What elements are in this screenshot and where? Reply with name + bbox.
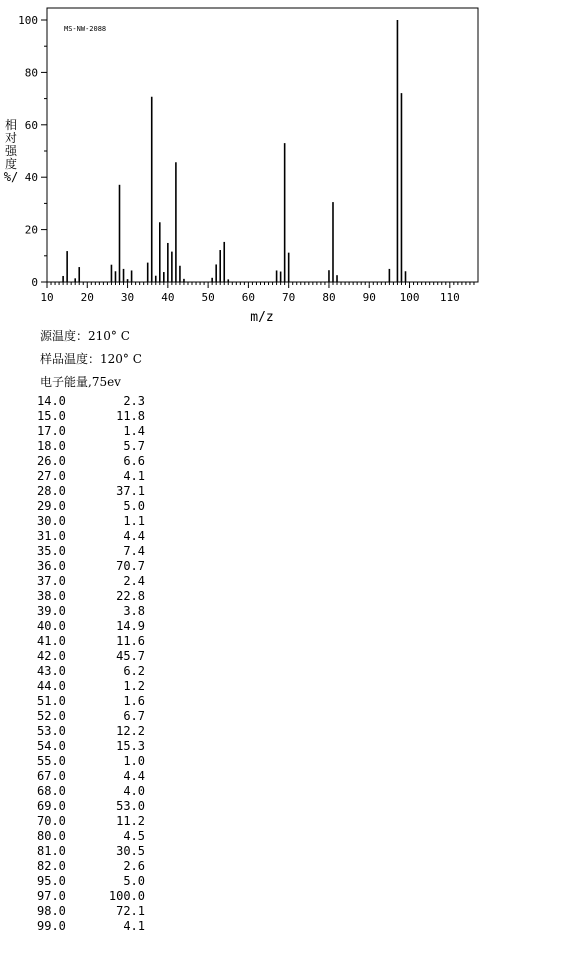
y-axis-label-char: 度 — [4, 157, 18, 171]
intensity-cell: 5.0 — [123, 499, 145, 513]
mz-cell: 99.0 — [37, 919, 66, 933]
mz-cell: 43.0 — [37, 664, 66, 678]
intensity-cell: 4.5 — [123, 829, 145, 843]
mz-cell: 39.0 — [37, 604, 66, 618]
intensity-cell: 72.1 — [116, 904, 145, 918]
x-tick-label: 60 — [241, 291, 256, 304]
mz-cell: 38.0 — [37, 589, 66, 603]
x-tick-label: 100 — [399, 291, 420, 304]
intensity-cell: 3.8 — [123, 604, 145, 618]
table-row — [37, 604, 145, 619]
table-row — [37, 904, 145, 919]
intensity-cell: 4.1 — [123, 469, 145, 483]
y-axis-label-char: 强 — [4, 144, 18, 158]
table-row — [37, 754, 145, 769]
intensity-cell: 30.5 — [116, 844, 145, 858]
y-axis-label-char: 对 — [4, 131, 18, 145]
table-row — [37, 499, 145, 514]
peak-bars — [63, 20, 405, 282]
table-row — [37, 649, 145, 664]
plot-frame — [47, 8, 478, 282]
intensity-cell: 4.4 — [123, 769, 145, 783]
mz-cell: 28.0 — [37, 484, 66, 498]
y-tick-label: 80 — [24, 66, 38, 80]
mz-cell: 41.0 — [37, 634, 66, 648]
table-row — [37, 724, 145, 739]
intensity-cell: 4.1 — [123, 919, 145, 933]
table-row — [37, 634, 145, 649]
intensity-cell: 15.3 — [116, 739, 145, 753]
mz-cell: 15.0 — [37, 409, 66, 423]
mz-cell: 80.0 — [37, 829, 66, 843]
table-row — [37, 694, 145, 709]
x-tick-label: 70 — [282, 291, 296, 304]
table-row — [37, 679, 145, 694]
table-row — [37, 424, 145, 439]
table-row — [37, 769, 145, 784]
table-row — [37, 919, 145, 934]
mz-cell: 53.0 — [37, 724, 66, 738]
mz-cell: 98.0 — [37, 904, 66, 918]
intensity-cell: 37.1 — [116, 484, 145, 498]
mz-cell: 42.0 — [37, 649, 66, 663]
intensity-cell: 6.6 — [123, 454, 145, 468]
y-axis-label-char: %/ — [3, 170, 19, 184]
table-row — [37, 874, 145, 889]
table-row — [37, 814, 145, 829]
intensity-cell: 7.4 — [123, 544, 145, 558]
chart-title: MS-NW-2088 — [64, 25, 107, 33]
x-axis-label: m/z — [250, 310, 274, 325]
table-row — [37, 574, 145, 589]
table-row — [37, 889, 145, 904]
y-tick-label: 40 — [24, 171, 38, 185]
table-row — [37, 829, 145, 844]
x-tick-label: 110 — [439, 291, 460, 304]
y-tick-label: 60 — [24, 118, 38, 132]
intensity-cell: 100.0 — [108, 889, 145, 903]
table-row — [37, 784, 145, 799]
mz-cell: 52.0 — [37, 709, 66, 723]
intensity-cell: 5.7 — [123, 439, 145, 453]
mz-cell: 27.0 — [37, 469, 66, 483]
intensity-cell: 2.4 — [123, 574, 145, 588]
table-row — [37, 709, 145, 724]
intensity-cell: 5.0 — [123, 874, 145, 888]
x-tick-label: 40 — [161, 291, 175, 304]
mass-spectrum-chart — [0, 0, 570, 330]
table-row — [37, 484, 145, 499]
table-row — [37, 514, 145, 529]
table-row — [37, 799, 145, 814]
intensity-cell: 11.8 — [116, 409, 145, 423]
table-row — [37, 844, 145, 859]
intensity-cell: 6.7 — [123, 709, 145, 723]
table-row — [37, 559, 145, 574]
intensity-cell: 12.2 — [116, 724, 145, 738]
mz-cell: 31.0 — [37, 529, 66, 543]
mz-cell: 55.0 — [37, 754, 66, 768]
table-row — [37, 409, 145, 424]
intensity-cell: 1.0 — [123, 754, 145, 768]
sample-temperature: 样品温度：120° C — [40, 352, 142, 366]
mz-cell: 30.0 — [37, 514, 66, 528]
intensity-cell: 53.0 — [116, 799, 145, 813]
mz-cell: 26.0 — [37, 454, 66, 468]
source-temperature: 源温度：210° C — [40, 329, 130, 343]
intensity-cell: 2.3 — [123, 394, 145, 408]
table-row — [37, 664, 145, 679]
intensity-cell: 1.6 — [123, 694, 145, 708]
mz-cell: 95.0 — [37, 874, 66, 888]
mz-cell: 97.0 — [37, 889, 66, 903]
mz-cell: 70.0 — [37, 814, 66, 828]
x-tick-label: 20 — [80, 291, 94, 304]
intensity-cell: 6.2 — [123, 664, 145, 678]
intensity-cell: 45.7 — [116, 649, 145, 663]
mz-cell: 29.0 — [37, 499, 66, 513]
table-row — [37, 544, 145, 559]
mz-cell: 68.0 — [37, 784, 66, 798]
intensity-cell: 1.2 — [123, 679, 145, 693]
table-row — [37, 739, 145, 754]
intensity-cell: 70.7 — [116, 559, 145, 573]
intensity-cell: 1.1 — [123, 514, 145, 528]
intensity-cell: 11.2 — [116, 814, 145, 828]
intensity-cell: 14.9 — [116, 619, 145, 633]
y-axis-label — [4, 117, 18, 184]
table-row — [37, 394, 145, 409]
mz-cell: 17.0 — [37, 424, 66, 438]
x-tick-label: 50 — [201, 291, 215, 304]
mz-cell: 37.0 — [37, 574, 66, 588]
axis-ticks — [18, 14, 474, 304]
x-tick-label: 90 — [362, 291, 376, 304]
intensity-cell: 4.0 — [123, 784, 145, 798]
y-tick-label: 20 — [24, 223, 38, 237]
mz-cell: 36.0 — [37, 559, 66, 573]
mz-cell: 18.0 — [37, 439, 66, 453]
mz-cell: 35.0 — [37, 544, 66, 558]
x-tick-label: 30 — [120, 291, 135, 304]
table-row — [37, 619, 145, 634]
table-row — [37, 859, 145, 874]
mz-cell: 82.0 — [37, 859, 66, 873]
mz-cell: 67.0 — [37, 769, 66, 783]
intensity-cell: 11.6 — [116, 634, 145, 648]
y-axis-label-char: 相 — [4, 118, 18, 132]
table-row — [37, 529, 145, 544]
electron-energy: 电子能量,75ev — [40, 375, 121, 389]
mz-cell: 14.0 — [37, 394, 66, 408]
mz-cell: 44.0 — [37, 679, 66, 693]
mz-cell: 81.0 — [37, 844, 66, 858]
y-tick-label: 0 — [31, 276, 38, 289]
intensity-cell: 1.4 — [123, 424, 145, 438]
intensity-cell: 22.8 — [116, 589, 145, 603]
table-row — [37, 589, 145, 604]
table-row — [37, 439, 145, 454]
mz-cell: 51.0 — [37, 694, 66, 708]
mz-cell: 40.0 — [37, 619, 66, 633]
peak-table — [37, 394, 145, 934]
mz-cell: 54.0 — [37, 739, 66, 753]
mz-cell: 69.0 — [37, 799, 66, 813]
intensity-cell: 4.4 — [123, 529, 145, 543]
intensity-cell: 2.6 — [123, 859, 145, 873]
x-tick-label: 80 — [322, 291, 336, 304]
table-row — [37, 454, 145, 469]
x-tick-label: 10 — [40, 291, 54, 304]
y-tick-label: 100 — [18, 14, 38, 27]
table-row — [37, 469, 145, 484]
